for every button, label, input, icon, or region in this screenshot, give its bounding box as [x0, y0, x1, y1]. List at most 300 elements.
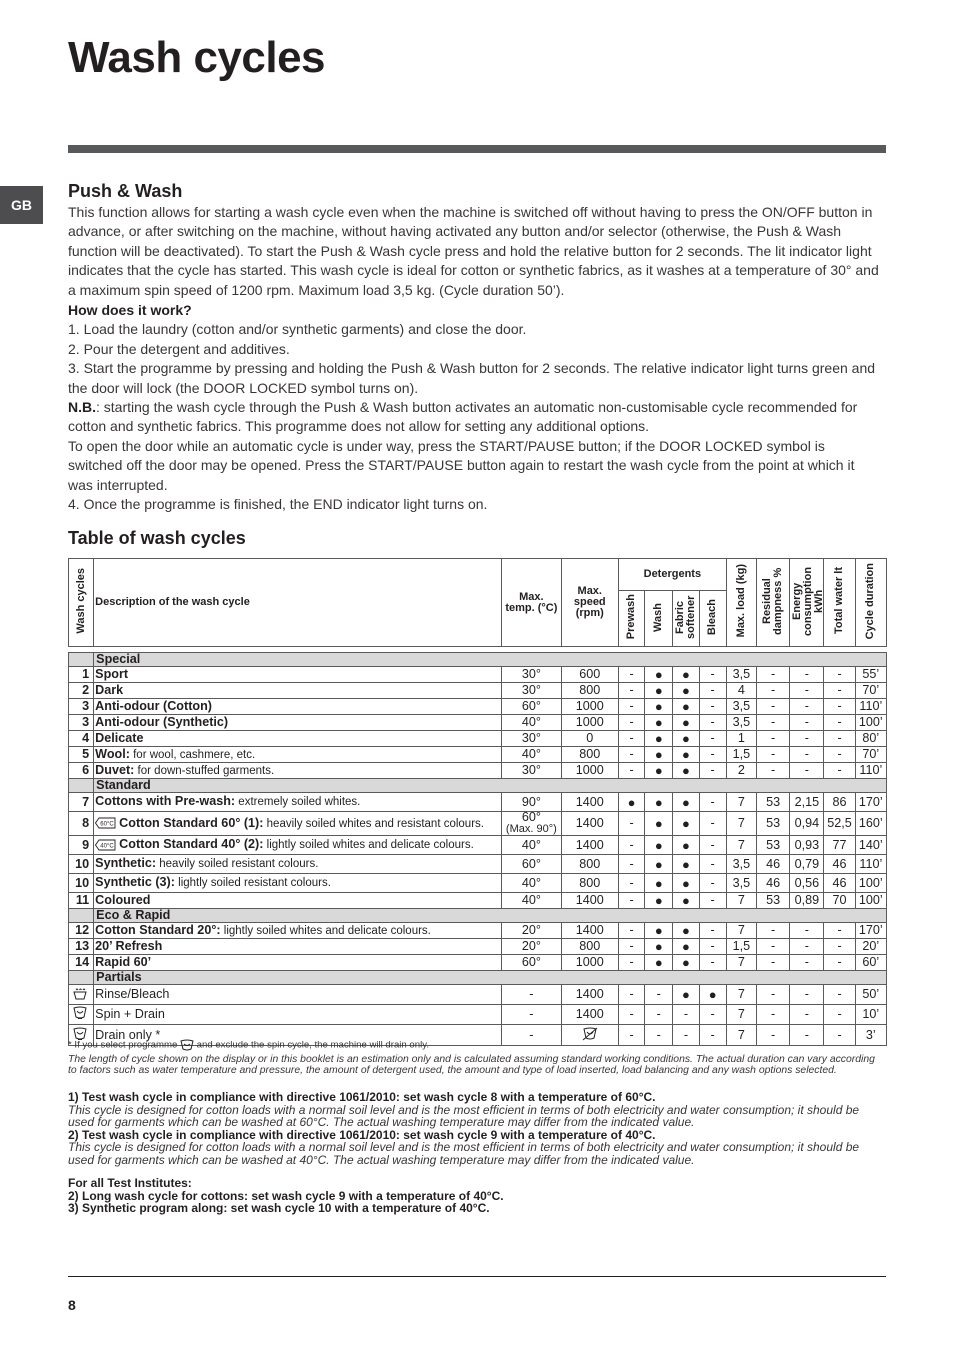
cell-water: -	[824, 939, 855, 955]
cycle-number: 5	[69, 747, 94, 763]
cell-bleach: -	[699, 793, 726, 812]
cell-wash: ●	[645, 836, 673, 855]
page-number: 8	[68, 1297, 76, 1313]
cell-temp: 40°	[502, 715, 561, 731]
cell-pre: -	[618, 939, 644, 955]
institutes-title: For all Test Institutes:	[68, 1176, 192, 1190]
cycle-detail: lightly soiled whites and delicate colours.	[263, 839, 474, 851]
cell-dur: 70’	[855, 683, 886, 699]
table-row	[69, 763, 887, 779]
cell-water: 46	[824, 874, 855, 893]
note-1-text: This cycle is designed for cotton loads with a normal soil level and is the most efficient in terms of both electricity and water consumption; it should be used for garments which can be washed at 60°C. The actual washing temperature may differ from the indicated value.	[68, 1102, 860, 1129]
svg-text:40°C: 40°C	[100, 843, 114, 850]
page-title: Wash cycles	[68, 33, 326, 82]
cycle-description	[94, 747, 502, 763]
cycle-description	[94, 923, 502, 939]
cell-temp: 60°	[502, 855, 561, 874]
cell-bleach: -	[699, 747, 726, 763]
cell-energy: -	[790, 1025, 824, 1046]
cell-pre: -	[618, 836, 644, 855]
cell-water: -	[824, 699, 855, 715]
table-row	[69, 955, 887, 971]
cell-temp: 30°	[502, 731, 561, 747]
cell-bleach: -	[699, 667, 726, 683]
cell-water: -	[824, 985, 855, 1005]
cell-bleach: -	[699, 874, 726, 893]
cell-soft: -	[673, 1005, 699, 1025]
step-2: 2. Pour the detergent and additives.	[68, 340, 290, 357]
cycle-detail: lightly soiled resistant colours.	[174, 877, 331, 889]
table-row	[69, 1005, 887, 1025]
section-header	[69, 653, 887, 667]
cell-bleach: ●	[699, 985, 726, 1005]
col-fabric-softener: Fabric softener	[673, 591, 699, 647]
nb-label: N.B.	[68, 399, 96, 416]
cycle-number: 3	[69, 715, 94, 731]
cell-water: -	[824, 715, 855, 731]
cell-energy: -	[790, 923, 824, 939]
cell-load: 4	[726, 683, 756, 699]
cycle-detail: for wool, cashmere, etc.	[129, 748, 256, 761]
section-title: Special	[94, 653, 887, 667]
cycle-name: Anti-odour (Synthetic)	[95, 714, 229, 729]
cycle-description	[94, 699, 502, 715]
col-residual-dampness: Residual dampness %	[756, 559, 789, 647]
step-3: 3. Start the programme by pressing and holding the Push & Wash button for 2 seconds. The relative indicator light turns green and the door will lock (the DOOR LOCKED symbol turns on).	[68, 360, 876, 396]
cell-wash: -	[645, 985, 673, 1005]
cell-dur: 110’	[855, 699, 886, 715]
cell-temp: 30°	[502, 763, 561, 779]
cell-damp: -	[756, 683, 789, 699]
cycle-name: Synthetic:	[95, 856, 157, 870]
cell-temp: 40°	[502, 874, 561, 893]
cell-bleach: -	[699, 855, 726, 874]
cell-temp: -	[502, 985, 561, 1005]
note-1-title: 1) Test wash cycle in compliance with directive 1061/2010: set wash cycle 8 with a temperature of 60°C.	[68, 1090, 656, 1104]
cell-dur: 110’	[855, 855, 886, 874]
cell-water: -	[824, 1025, 855, 1046]
cell-temp: 60°	[502, 699, 561, 715]
col-prewash: Prewash	[618, 591, 644, 647]
cell-pre: -	[618, 667, 644, 683]
cycle-description	[94, 793, 502, 812]
cell-speed: 1000	[561, 715, 618, 731]
cell-soft: ●	[673, 855, 699, 874]
svg-text:60°C: 60°C	[100, 821, 114, 828]
col-max-load: Max. load (kg)	[726, 559, 756, 647]
institutes-2: 2) Long wash cycle for cottons: set wash cycle 9 with a temperature of 40°C.	[68, 1188, 504, 1203]
cell-wash: ●	[645, 923, 673, 939]
cycle-detail: heavily soiled whites and resistant colours.	[263, 817, 484, 830]
cycle-number: 6	[69, 763, 94, 779]
table-row	[69, 985, 887, 1005]
cell-water: -	[824, 955, 855, 971]
cell-load: 7	[726, 1005, 756, 1025]
cell-speed: 1400	[561, 893, 618, 909]
cell-water: -	[824, 683, 855, 699]
cell-bleach: -	[699, 836, 726, 855]
cell-pre: ●	[618, 793, 644, 812]
cell-energy: 0,56	[790, 874, 824, 893]
cycle-detail: heavily soiled resistant colours.	[156, 858, 319, 870]
cell-damp: -	[756, 923, 789, 939]
cell-wash: ●	[645, 683, 673, 699]
section-title: Partials	[94, 971, 887, 985]
cell-energy: 0,93	[790, 836, 824, 855]
cell-wash: ●	[645, 699, 673, 715]
cell-bleach: -	[699, 1025, 726, 1046]
col-total-water: Total water lt	[824, 559, 855, 647]
cell-pre: -	[618, 715, 644, 731]
cycle-number: 13	[69, 939, 94, 955]
cell-dur: 160’	[855, 812, 886, 836]
table-row	[69, 667, 887, 683]
cycle-description	[94, 985, 502, 1005]
rinse-icon	[72, 987, 88, 1000]
cell-damp: 46	[756, 874, 789, 893]
institutes-3: 3) Synthetic program along: set wash cycle 10 with a temperature of 40°C.	[68, 1201, 490, 1215]
cell-speed: 1400	[561, 793, 618, 812]
cell-wash: ●	[645, 763, 673, 779]
cell-pre: -	[618, 893, 644, 909]
cell-soft: ●	[673, 683, 699, 699]
cell-energy: -	[790, 955, 824, 971]
cell-load: 3,5	[726, 667, 756, 683]
open-door-text: To open the door while an automatic cycle is under way, press the START/PAUSE button; if the DOOR LOCKED symbol is switched off the door may be opened. Press the START/PAUSE button again to restart the wash cycle from the point at which it was interrupted.	[68, 437, 855, 493]
cell-damp: -	[756, 699, 789, 715]
cell-temp: 30°	[502, 683, 561, 699]
cell-wash: ●	[645, 812, 673, 836]
cycle-number: 11	[69, 893, 94, 909]
cell-load: 7	[726, 923, 756, 939]
cycle-number: 7	[69, 793, 94, 812]
cell-pre: -	[618, 731, 644, 747]
cell-damp: 46	[756, 855, 789, 874]
cell-speed: 800	[561, 683, 618, 699]
cell-damp: -	[756, 667, 789, 683]
cycle-name: Cotton Standard 20°:	[95, 922, 221, 937]
cycle-description	[94, 683, 502, 699]
cell-soft: ●	[673, 731, 699, 747]
cell-dur: 70’	[855, 747, 886, 763]
cell-damp: 53	[756, 812, 789, 836]
cell-bleach: -	[699, 1005, 726, 1025]
cell-energy: -	[790, 699, 824, 715]
cell-bleach: -	[699, 939, 726, 955]
cell-wash: ●	[645, 667, 673, 683]
col-max-temp: Max. temp. (°C)	[502, 559, 561, 647]
cell-temp	[502, 812, 561, 836]
cell-temp: 30°	[502, 667, 561, 683]
cell-energy: 0,89	[790, 893, 824, 909]
cycle-name: Sport	[95, 666, 129, 681]
cell-bleach: -	[699, 923, 726, 939]
cell-pre: -	[618, 985, 644, 1005]
cell-speed: 600	[561, 667, 618, 683]
cycle-name: Wool:	[95, 746, 130, 761]
cell-energy: -	[790, 731, 824, 747]
cell-damp: -	[756, 985, 789, 1005]
cell-dur: 60’	[855, 955, 886, 971]
cell-dur: 55’	[855, 667, 886, 683]
cycle-number	[69, 1005, 94, 1025]
step-4: 4. Once the programme is finished, the END indicator light turns on.	[68, 496, 488, 513]
note-2-text: This cycle is designed for cotton loads with a normal soil level and is the most efficient in terms of both electricity and water consumption; it should be used for garments which can be washed at 40°C. The actual washing temperature may differ from the indicated value.	[68, 1140, 860, 1167]
step-1: 1. Load the laundry (cotton and/or synthetic garments) and close the door.	[68, 321, 527, 338]
cycle-name: Synthetic (3):	[95, 875, 175, 889]
cycle-detail: Drain only *	[95, 1027, 161, 1042]
nb-paragraph	[68, 398, 883, 437]
footer-rule	[68, 1276, 886, 1277]
cell-load: 3,5	[726, 715, 756, 731]
col-max-speed: Max. speed (rpm)	[561, 559, 618, 647]
cycle-number: 14	[69, 955, 94, 971]
cell-water: 46	[824, 855, 855, 874]
temperature-icon	[95, 817, 116, 829]
test-notes	[68, 1091, 886, 1166]
cell-dur: 110’	[855, 763, 886, 779]
cell-soft: ●	[673, 793, 699, 812]
cell-damp: -	[756, 955, 789, 971]
cell-water: -	[824, 747, 855, 763]
table-row	[69, 731, 887, 747]
cell-load: 7	[726, 985, 756, 1005]
cell-damp: 53	[756, 836, 789, 855]
table-row	[69, 793, 887, 812]
cell-dur: 170’	[855, 793, 886, 812]
table-row	[69, 893, 887, 909]
cell-temp: -	[502, 1005, 561, 1025]
cycle-number: 8	[69, 812, 94, 836]
cell-pre: -	[618, 699, 644, 715]
cell-water: 70	[824, 893, 855, 909]
temp-value: 60°	[521, 810, 541, 824]
cell-water: 77	[824, 836, 855, 855]
cell-pre: -	[618, 747, 644, 763]
cell-damp: -	[756, 715, 789, 731]
nb-text: : starting the wash cycle through the Push & Wash button activates an automatic non-customisable cycle recommended for cotton and synthetic fabrics. This programme does not allow for setting any additional options.	[68, 399, 858, 435]
cell-wash: ●	[645, 939, 673, 955]
cell-temp: 90°	[502, 793, 561, 812]
cell-pre: -	[618, 683, 644, 699]
cell-wash: ●	[645, 855, 673, 874]
duration-note: The length of cycle shown on the display or in this booklet is an estimation only and is calculated assuming standard working conditions. The actual duration can vary according to factors such as water temperature and pressure, the amount of detergent used, the amount and type of load inserted, load balancing and any wash options selected.	[68, 1054, 875, 1076]
cell-load: 1,5	[726, 939, 756, 955]
cell-temp: 60°	[502, 955, 561, 971]
cycle-description	[94, 893, 502, 909]
cell-damp: 53	[756, 793, 789, 812]
cell-speed: 1400	[561, 836, 618, 855]
table-row	[69, 715, 887, 731]
cell-bleach: -	[699, 683, 726, 699]
push-wash-intro: This function allows for starting a wash cycle even when the machine is switched off without having to press the ON/OFF button in advance, or after switching on the machine, without having activated any button and/or selector (otherwise, the Push & Wash function will be deactivated). To start the Push & Wash cycle press and hold the relative button for 2 seconds. The lit indicator light indicates that the cycle has started. This wash cycle is ideal for cotton or synthetic fabrics, as it washes at a temperature of 30° and a maximum spin speed of 1200 rpm. Maximum load 3,5 kg. (Cycle duration 50’).	[68, 204, 879, 298]
cycle-number: 12	[69, 923, 94, 939]
cell-bleach: -	[699, 731, 726, 747]
cell-soft: ●	[673, 923, 699, 939]
cell-speed: 800	[561, 874, 618, 893]
cell-pre: -	[618, 1025, 644, 1046]
cycle-number: 10	[69, 855, 94, 874]
cell-temp: -	[502, 1025, 561, 1046]
cell-soft: ●	[673, 715, 699, 731]
cell-damp: -	[756, 731, 789, 747]
cell-energy: 0,94	[790, 812, 824, 836]
cycle-description	[94, 812, 502, 836]
cell-dur: 140’	[855, 836, 886, 855]
cell-energy: -	[790, 747, 824, 763]
section-title: Eco & Rapid	[94, 909, 887, 923]
cell-soft: ●	[673, 667, 699, 683]
cell-soft: ●	[673, 939, 699, 955]
cell-speed: 1400	[561, 923, 618, 939]
cell-bleach: -	[699, 812, 726, 836]
cell-bleach: -	[699, 763, 726, 779]
table-row	[69, 699, 887, 715]
cell-load: 2	[726, 763, 756, 779]
section-title: Standard	[94, 779, 887, 793]
cycle-number: 2	[69, 683, 94, 699]
table-row	[69, 874, 887, 893]
cycle-name: Cotton Standard 60° (1):	[119, 815, 264, 830]
table-row	[69, 855, 887, 874]
how-title: How does it work?	[68, 302, 192, 319]
push-wash-section	[68, 203, 883, 515]
cell-wash: ●	[645, 731, 673, 747]
cell-water: -	[824, 731, 855, 747]
cell-load: 3,5	[726, 874, 756, 893]
note-2-title: 2) Test wash cycle in compliance with directive 1061/2010: set wash cycle 9 with a temperature of 40°C.	[68, 1127, 656, 1142]
cell-energy: -	[790, 683, 824, 699]
cell-wash: ●	[645, 747, 673, 763]
table-row	[69, 812, 887, 836]
section-header	[69, 971, 887, 985]
cell-pre: -	[618, 855, 644, 874]
cell-soft: ●	[673, 812, 699, 836]
col-cycle-duration: Cycle duration	[855, 559, 886, 647]
cell-wash: ●	[645, 893, 673, 909]
cell-damp: -	[756, 763, 789, 779]
cell-speed: 1000	[561, 955, 618, 971]
table-row	[69, 683, 887, 699]
cell-speed: 1000	[561, 699, 618, 715]
cell-pre: -	[618, 955, 644, 971]
cell-speed: 0	[561, 731, 618, 747]
cell-damp: 53	[756, 893, 789, 909]
cell-dur: 80’	[855, 731, 886, 747]
section-header	[69, 909, 887, 923]
cell-water: 52,5	[824, 812, 855, 836]
cell-load: 7	[726, 1025, 756, 1046]
cycle-description	[94, 667, 502, 683]
cell-dur: 10’	[855, 1005, 886, 1025]
cycle-name: Cotton Standard 40° (2):	[119, 837, 264, 851]
cell-dur: 100’	[855, 893, 886, 909]
cell-speed: 1400	[561, 1005, 618, 1025]
cycle-number: 3	[69, 699, 94, 715]
cell-soft: ●	[673, 874, 699, 893]
cell-wash: ●	[645, 715, 673, 731]
cell-pre: -	[618, 812, 644, 836]
table-heading: Table of wash cycles	[68, 528, 246, 548]
cell-wash: ●	[645, 874, 673, 893]
cycle-description	[94, 763, 502, 779]
cell-energy: 0,79	[790, 855, 824, 874]
cell-damp: -	[756, 939, 789, 955]
cycle-detail: extremely soiled whites.	[235, 796, 361, 808]
cycle-description	[94, 731, 502, 747]
cycle-detail: for down-stuffed garments.	[134, 764, 275, 777]
cell-load: 1,5	[726, 747, 756, 763]
cell-energy: 2,15	[790, 793, 824, 812]
cell-energy: -	[790, 939, 824, 955]
cell-speed: 800	[561, 747, 618, 763]
cell-dur: 100’	[855, 874, 886, 893]
cell-soft: ●	[673, 985, 699, 1005]
table-body	[69, 653, 887, 1046]
spin-icon	[180, 1039, 194, 1051]
cell-temp: 40°	[502, 836, 561, 855]
spin-icon	[72, 1006, 88, 1020]
cell-temp: 20°	[502, 923, 561, 939]
cell-damp: -	[756, 1005, 789, 1025]
cycle-name: Delicate	[95, 730, 144, 745]
col-description: Description of the wash cycle	[94, 559, 502, 647]
cell-dur: 3’	[855, 1025, 886, 1046]
col-wash-cycles: Wash cycles	[69, 559, 94, 647]
cycle-description	[94, 874, 502, 893]
cell-energy: -	[790, 985, 824, 1005]
cell-bleach: -	[699, 699, 726, 715]
cycle-description	[94, 836, 502, 855]
institutes-notes	[68, 1177, 886, 1215]
cell-pre: -	[618, 923, 644, 939]
cycle-number	[69, 985, 94, 1005]
table-row	[69, 836, 887, 855]
cell-load: 3,5	[726, 699, 756, 715]
cell-load: 7	[726, 893, 756, 909]
cell-soft: ●	[673, 747, 699, 763]
cell-pre: -	[618, 874, 644, 893]
cycle-name: 20’ Refresh	[95, 938, 163, 953]
cycle-description	[94, 855, 502, 874]
col-wash: Wash	[645, 591, 673, 647]
cell-water: -	[824, 667, 855, 683]
cell-wash: -	[645, 1025, 673, 1046]
asterisk-note	[68, 1039, 886, 1051]
cell-energy: -	[790, 715, 824, 731]
cell-dur: 100’	[855, 715, 886, 731]
col-detergents: Detergents	[618, 559, 726, 591]
col-energy: Energy consumption kWh	[790, 559, 824, 647]
wash-cycles-table	[68, 558, 887, 1046]
asterisk-note-a: * If you select programme	[68, 1039, 178, 1051]
cell-temp: 40°	[502, 893, 561, 909]
cycle-detail: Spin + Drain	[95, 1007, 165, 1021]
cycle-name: Dark	[95, 682, 124, 697]
cell-wash: ●	[645, 793, 673, 812]
cycle-name: Anti-odour (Cotton)	[95, 698, 212, 713]
cycle-name: Duvet:	[95, 762, 135, 777]
cycle-name: Rapid 60’	[95, 954, 152, 969]
asterisk-note-b: and exclude the spin cycle, the machine will drain only.	[196, 1039, 429, 1051]
cell-dur: 170’	[855, 923, 886, 939]
cell-temp: 20°	[502, 939, 561, 955]
cell-load: 7	[726, 955, 756, 971]
cell-water: 86	[824, 793, 855, 812]
cell-bleach: -	[699, 893, 726, 909]
cell-load: 7	[726, 812, 756, 836]
cell-temp: 40°	[502, 747, 561, 763]
